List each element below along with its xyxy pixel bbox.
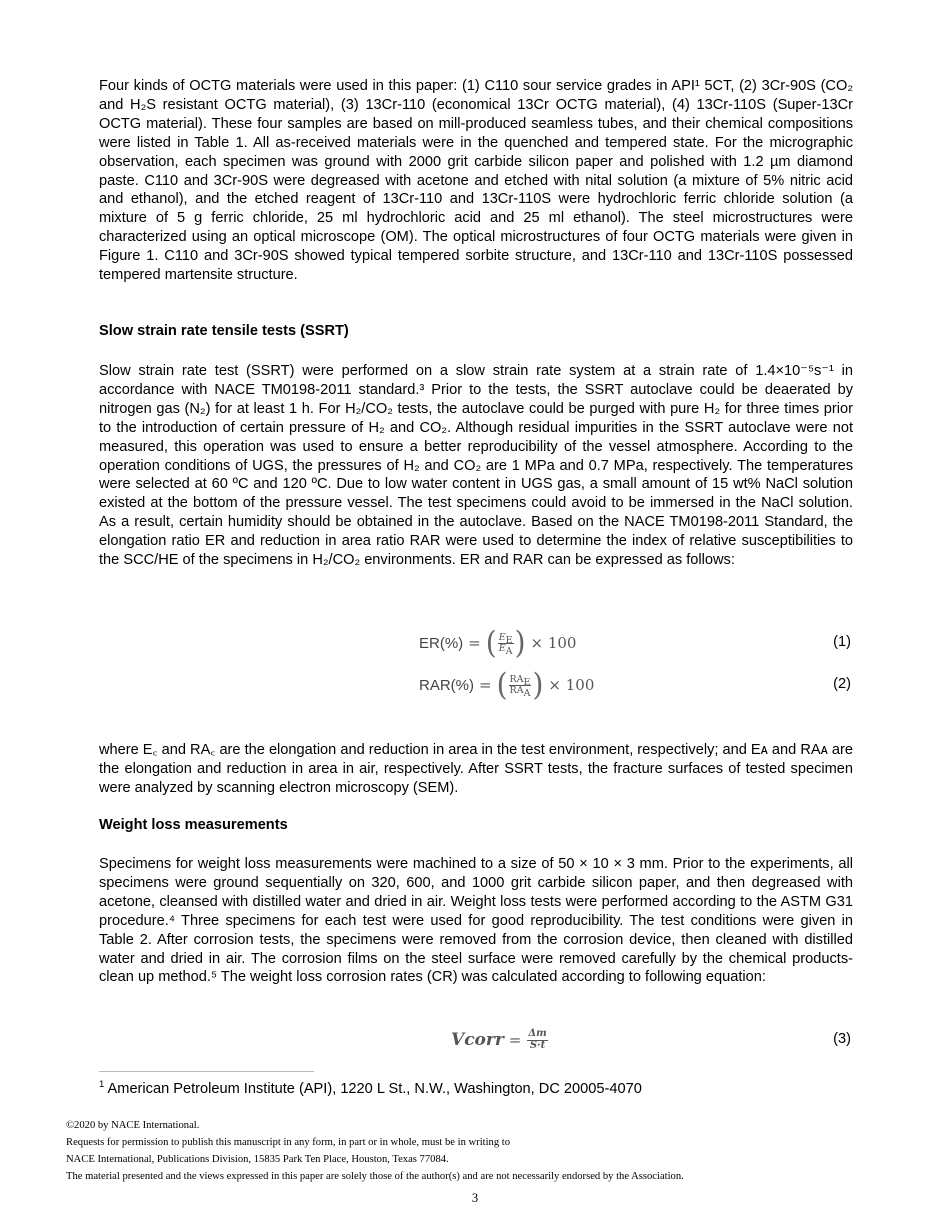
equation-1: ER(%) = ( $\frac{E_E}{E_A}$ ) × 100 (1) xyxy=(419,624,851,661)
eq1-number: (1) xyxy=(833,634,851,650)
footnote-text: American Petroleum Institute (API), 1220 L St., N.W., Washington, DC 20005-4070 xyxy=(107,1081,642,1097)
ssrt-paragraph: Slow strain rate test (SSRT) were performed on a slow strain rate system at a strain rate of 1.4×10⁻⁵s⁻¹ in accordance with NACE TM0198-2011 standard.³ Prior to the tests, the SSRT autoclave could be deaerated by nitrogen gas (N₂) for at least 1 h. For H₂/CO₂ tests, the autoclave could be purged with pure H₂ for three times prior to the introduction of certain pressure of H₂ and CO₂. Although residual impurities in the SSRT autoclave were not measured, this operation was used to ensure a better reproducibility of the vessel atmosphere. According to the operation conditions of UGS, the pressures of H₂ and CO₂ are 1 MPa and 0.7 MPa, respectively. The temperatures were selected at 60 ºC and 120 ºC. Due to low water content in UGS gas, a small amount of 15 wt% NaCl solution existed at the bottom of the pressure vessel. The test specimens could avoid to be immersed in the NaCl solution. As a result, certain humidity should be obtained in the autoclave. Based on the NACE TM0198-2011 Standard, the elongation ratio ER and reduction in area ratio RAR were used to determine the index of relative susceptibilities to the SCC/HE of the specimens in H₂/CO₂ environments. ER and RAR can be expressed as follows: xyxy=(99,363,853,569)
eq3-number: (3) xyxy=(833,1031,851,1047)
ssrt-heading: Slow strain rate tensile tests (SSRT) xyxy=(99,323,349,339)
eq2-tail: × 100 xyxy=(548,676,595,694)
page-number: 3 xyxy=(471,1191,479,1205)
equation-3: Vcorr = $\frac{\Delta m}{S\cdot t}$ (3) xyxy=(451,1028,851,1051)
footnote-mark: 1 xyxy=(99,1079,105,1091)
footnote-divider xyxy=(99,1071,314,1072)
eq2-number: (2) xyxy=(833,676,851,692)
ssrt-after-equation: where E꜀ and RA꜀ are the elongation and reduction in area in the test environment, respectively; and Eᴀ and RAᴀ are the elongation and reduction in area in air, respectively. After SSRT tests, the fracture surfaces of tested specimen were analyzed by scanning electron microscopy (SEM). xyxy=(99,742,853,796)
equation-2: RAR(%) = ( $\frac{RA_E}{RA_A}$ ) × 100 (2) xyxy=(419,666,851,703)
intro-paragraph: Four kinds of OCTG materials were used in this paper: (1) C110 sour service grades in API¹ 5CT, (2) 3Cr-90S (CO₂ and H₂S resistant OCTG material), (3) 13Cr-110 (economical 13Cr OCTG material), (4) 13Cr-110S (Super-13Cr OCTG material). These four samples are based on mill-produced seamless tubes, and their chemical compositions were listed in Table 1. All as-received materials were in the quenched and tempered state. For the micrographic observation, each specimen was ground with 2000 grit carbide silicon paper and polished with 1.2 µm diamond paste. C110 and 3Cr-90S were degreased with acetone and etched with nital solution (a mixture of 5% nitric acid and ethanol), and the etched reagent of 13Cr-110 and 13Cr-110S were hydrochloric ferric chloride solution (a mixture of 5 g ferric chloride, 25 ml hydrochloric acid and 25 ml ethanol). The steel microstructures were characterized using an optical microscope (OM). The optical microstructures of four OCTG materials were given in Figure 1. C110 and 3Cr-90S showed typical tempered sorbite structure, and 13Cr-110 and 13Cr-110S possessed tempered martensite structure. xyxy=(99,78,853,284)
weight-loss-heading: Weight loss measurements xyxy=(99,817,288,833)
copyright-line: ©2020 by NACE International. xyxy=(66,1120,200,1131)
eq2-lhs: RAR(%) xyxy=(419,676,474,694)
footnote xyxy=(99,1081,642,1097)
disclaimer-line: The material presented and the views expressed in this paper are solely those of the author(s) and are not necessarily endorsed by the Association. xyxy=(66,1171,684,1182)
publisher-address-line: NACE International, Publications Division, 15835 Park Ten Place, Houston, Texas 77084. xyxy=(66,1154,449,1165)
weight-loss-paragraph: Specimens for weight loss measurements were machined to a size of 50 × 10 × 3 mm. Prior to the experiments, all specimens were ground sequentially on 320, 600, and 1000 grit carbide silicon paper, and then degreased with acetone, cleansed with distilled water and dried in air. Weight loss tests were performed according to the ASTM G31 procedure.⁴ Three specimens for each test were used for good reproducibility. The test conditions were given in Table 2. After corrosion tests, the specimens were removed from the corrosion device, then cleaned with distilled water and dried in air. The corrosion films on the steel surface were removed carefully by the chemical products-clean up method.⁵ The weight loss corrosion rates (CR) was calculated according to following equation: xyxy=(99,856,853,986)
eq3-lhs: Vcorr xyxy=(451,1030,504,1050)
eq1-fraction: $\frac{E_E}{E_A}$ xyxy=(498,631,513,657)
eq2-fraction: $\frac{RA_E}{RA_A}$ xyxy=(509,673,531,699)
permission-line: Requests for permission to publish this manuscript in any form, in part or in whole, must be in writing to xyxy=(66,1137,511,1148)
eq3-fraction: $\frac{\Delta m}{S\cdot t}$ xyxy=(528,1028,547,1051)
eq1-lhs: ER(%) xyxy=(419,634,464,652)
eq1-tail: × 100 xyxy=(530,634,577,652)
